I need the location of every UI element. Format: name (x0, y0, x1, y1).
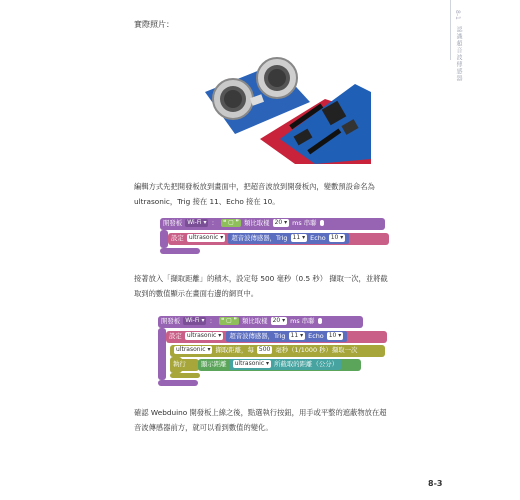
wifi-dropdown[interactable]: Wi-Fi ▾ (185, 317, 205, 324)
paragraph-3-line-2: 音波傳感器前方，就可以看到數值的變化。 (134, 423, 273, 432)
board-block-1 (160, 218, 385, 230)
colon-label: ： (211, 219, 218, 227)
var-dropdown[interactable]: ultrasonic ▾ (186, 332, 222, 339)
paragraph-2 (134, 271, 424, 301)
serial-label: 串聯 (301, 317, 315, 325)
paragraph-3-line-1: 確認 Webduino 開發板上線之後，點選執行按鈕，用手或平整的遮蔽物放在超 (134, 408, 387, 417)
chapter-side-header (452, 10, 466, 90)
ping-block-foot (170, 373, 200, 378)
wifi-dropdown[interactable]: Wi-Fi ▾ (187, 219, 207, 226)
echo-dropdown[interactable]: 10 ▾ (328, 332, 342, 339)
echo-label: Echo (308, 332, 324, 340)
set-label: 設定 (169, 332, 182, 340)
paragraph-2-line-2: 取到的數值顯示在畫面右邊的網頁中。 (134, 289, 259, 298)
exec-label: 執行 (173, 360, 186, 368)
ping-ms-field[interactable]: 500 (258, 346, 271, 353)
set-label: 設定 (171, 234, 184, 242)
ms-label: ms (290, 317, 300, 325)
sensor-photo (205, 44, 371, 164)
ping-var-dropdown[interactable]: ultrasonic ▾ (176, 346, 211, 353)
board-block-1-foot (160, 248, 200, 254)
paragraph-3 (134, 405, 424, 435)
ping-suffix: 毫秒（1/1000 秒）擷取一次 (275, 346, 358, 354)
ms-label: ms (292, 219, 302, 227)
paragraph-1-line-2: ultrasonic，Trig 接在 11、Echo 接在 10。 (134, 197, 280, 206)
trig-dropdown[interactable]: 11 ▾ (290, 332, 304, 339)
board-block-2 (158, 316, 363, 328)
paragraph-2-line-1: 接著放入「擷取距離」的積木，設定每 500 毫秒（0.5 秒） 擷取一次，並將截 (134, 274, 388, 283)
section-number: 8-1 (454, 10, 461, 20)
board-label: 開發板 (161, 317, 181, 325)
sensor-block-2 (226, 331, 347, 342)
board-block-1-arm (160, 230, 168, 248)
section-title: 認識超音波傳感器 (455, 26, 462, 82)
ping-block (170, 345, 385, 357)
sensor-block-1 (228, 233, 349, 244)
distance-block (229, 359, 341, 370)
colon-label: ： (209, 317, 216, 325)
paragraph-1-line-1: 編輯方式先把開發板放到畫面中，把超音波放到開發板內，變數預設命名為 (134, 182, 375, 191)
photo-heading: 實際照片： (134, 20, 174, 29)
set-block-1 (168, 233, 389, 245)
serial-checkbox[interactable] (320, 220, 324, 226)
ping-label: 擷取距離，每 (215, 346, 254, 354)
board-block-2-arm (158, 328, 166, 380)
dist-var-dropdown[interactable]: ultrasonic ▾ (234, 360, 270, 367)
compare-value-dropdown[interactable]: 20 ▾ (272, 317, 286, 324)
exec-label-wrap (170, 359, 199, 371)
device-id-field[interactable]: ❝ ▢ ❞ (222, 219, 239, 226)
echo-dropdown[interactable]: 10 ▾ (330, 234, 344, 241)
paragraph-1 (134, 179, 424, 209)
var-dropdown[interactable]: ultrasonic ▾ (188, 234, 224, 241)
board-label: 開發板 (163, 219, 183, 227)
compare-label: 類比取樣 (243, 219, 270, 227)
serial-label: 串聯 (303, 219, 317, 227)
serial-checkbox[interactable] (318, 318, 322, 324)
sensor-label: 超音波傳感器，Trig (231, 234, 288, 242)
sensor-label: 超音波傳感器，Trig (229, 332, 286, 340)
compare-label: 類比取樣 (241, 317, 268, 325)
compare-value-dropdown[interactable]: 20 ▾ (274, 219, 288, 226)
device-id-field[interactable]: ❝ ▢ ❞ (220, 317, 237, 324)
dist-label: 所截取的距離（公分） (274, 360, 339, 368)
board-block-2-foot (158, 380, 198, 386)
page-number: 8-3 (428, 479, 443, 488)
trig-dropdown[interactable]: 11 ▾ (292, 234, 306, 241)
side-rule (450, 0, 451, 60)
set-block-2 (166, 331, 387, 343)
echo-label: Echo (310, 234, 326, 242)
show-label: 顯示距離 (201, 360, 227, 368)
show-block (198, 359, 361, 371)
block-program-2 (158, 316, 388, 388)
block-program-1 (160, 218, 390, 258)
